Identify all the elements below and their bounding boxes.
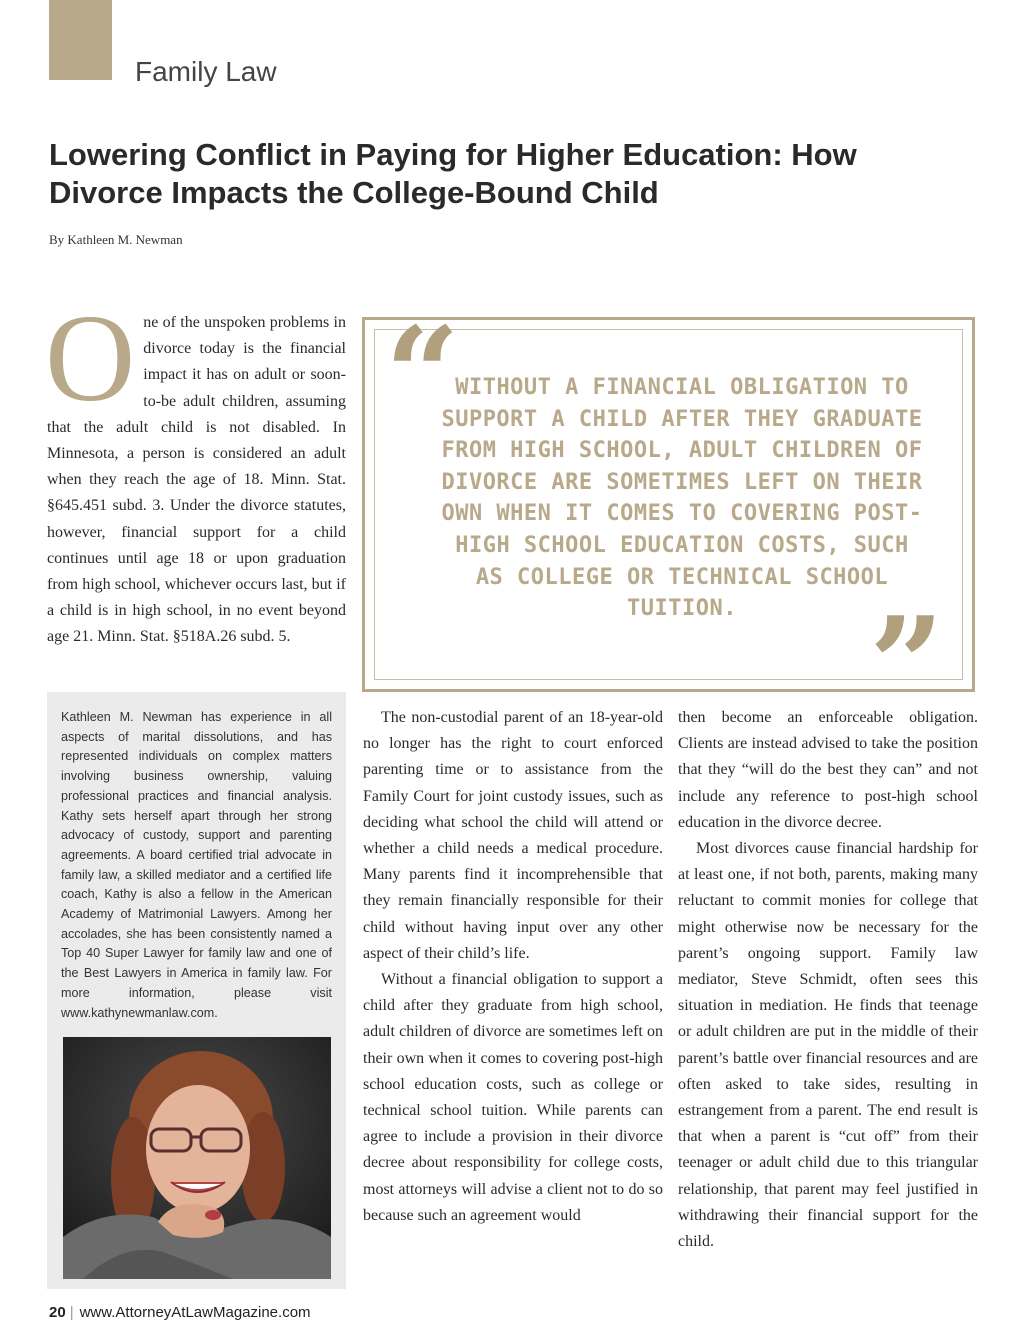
open-quote-icon: “: [385, 298, 460, 451]
page-number: 20: [49, 1304, 66, 1321]
section-tab-block: [49, 0, 112, 80]
section-label: Family Law: [135, 56, 277, 87]
website-link[interactable]: www.AttorneyAtLawMagazine.com: [79, 1304, 311, 1321]
page-footer: [49, 1304, 311, 1321]
author-portrait-icon: [63, 1037, 331, 1279]
drop-cap: O: [45, 290, 136, 428]
body-paragraph: Most divorces cause financial hardship for at least one, if not both, parents, making many reluctant to commit monies for college that might otherwise now be necessary for the parent’s ongoing support. Family law mediator, Steve Schmidt, often sees this situation in mediation. He finds that teenage or adult children are put in the middle of their parent’s battle over financial resources and are often asked to take sides, resulting in estrangement from a parent. The end result is that when a parent is “cut off” from their teenager or adult child due to this triangular relationship, that parent may feel justified in withdrawing their financial support for the child.: [678, 840, 978, 1251]
intro-text: ne of the unspoken problems in divorce today is the financial impact it has on adult or soon-to-be adult children, assuming that the adult child is not disabled. In Minnesota, a person is considered an adult when they reach the age of 18. Minn. Stat. §645.451 subd. 3. Under the divorce statutes, however, financial support for a child continues until age 18 or upon graduation from high school, whichever occurs last, but if a child is in high school, in no event beyond age 21. Minn. Stat. §518A.26 subd. 5.: [47, 314, 346, 646]
author-bio-text: Kathleen M. Newman has experience in all aspects of marital dissolutions, and has represented individuals on complex matters involving business ownership, valuing professional practices and financial analysis. Kathy sets herself apart through her strong advocacy of custody, support and parenting agreements. A board certified trial advocate in family law, a skilled mediator and a certified life coach, Kathy is also a fellow in the American Academy of Matrimonial Lawyers. Among her accolades, she has been consistently named a Top 40 Super Lawyer for family law and one of the Best Lawyers in America in family law. For more information, please visit www.kathynewmanlaw.com.: [61, 710, 332, 1020]
pull-quote-text: WITHOUT A FINANCIAL OBLIGATION TO SUPPORT A CHILD AFTER THEY GRADUATE FROM HIGH SCHOOL, ADULT CHILDREN OF DIVORCE ARE SOMETIMES LEFT ON THEIR OWN WHEN IT COMES TO COVERING POST-HIGH SCHOOL EDUCATION COSTS, SUCH AS COLLEGE OR TECHNICAL SCHOOL TUITION.: [441, 375, 923, 622]
pull-quote-box: [362, 298, 975, 741]
author-photo: [63, 1037, 331, 1279]
body-column-2: [363, 705, 663, 1229]
intro-paragraph: [45, 290, 346, 651]
body-paragraph: Without a financial obligation to support a child after they graduate from high school, adult children of divorce are sometimes left on their own when it comes to covering post-high school education costs, such as college or technical school tuition. While parents can agree to include a provision in their divorce decree about responsibility for college costs, most attorneys will advise a client not to do so because such an agreement would: [363, 971, 663, 1224]
article-title: Lowering Conflict in Paying for Higher Education: How Divorce Impacts the College-Bound Child: [49, 137, 857, 210]
body-column-3: [678, 705, 978, 1255]
body-paragraph: then become an enforceable obligation. Clients are instead advised to take the position that they “will do the best they can” and not include any reference to post-high school education in the divorce decree.: [678, 709, 978, 831]
close-quote-icon: ”: [869, 588, 944, 741]
body-paragraph: The non-custodial parent of an 18-year-old no longer has the right to court enforced parenting time or to assistance from the Family Court for joint custody issues, such as deciding what school the child will attend or whether a child needs a medical procedure. Many parents find it incomprehensible that they remain financially responsible for their child without having input over any other aspect of their child’s life.: [363, 709, 663, 962]
footer-separator: |: [69, 1304, 74, 1321]
byline: By Kathleen M. Newman: [49, 232, 183, 247]
author-bio-box: [47, 692, 346, 1289]
